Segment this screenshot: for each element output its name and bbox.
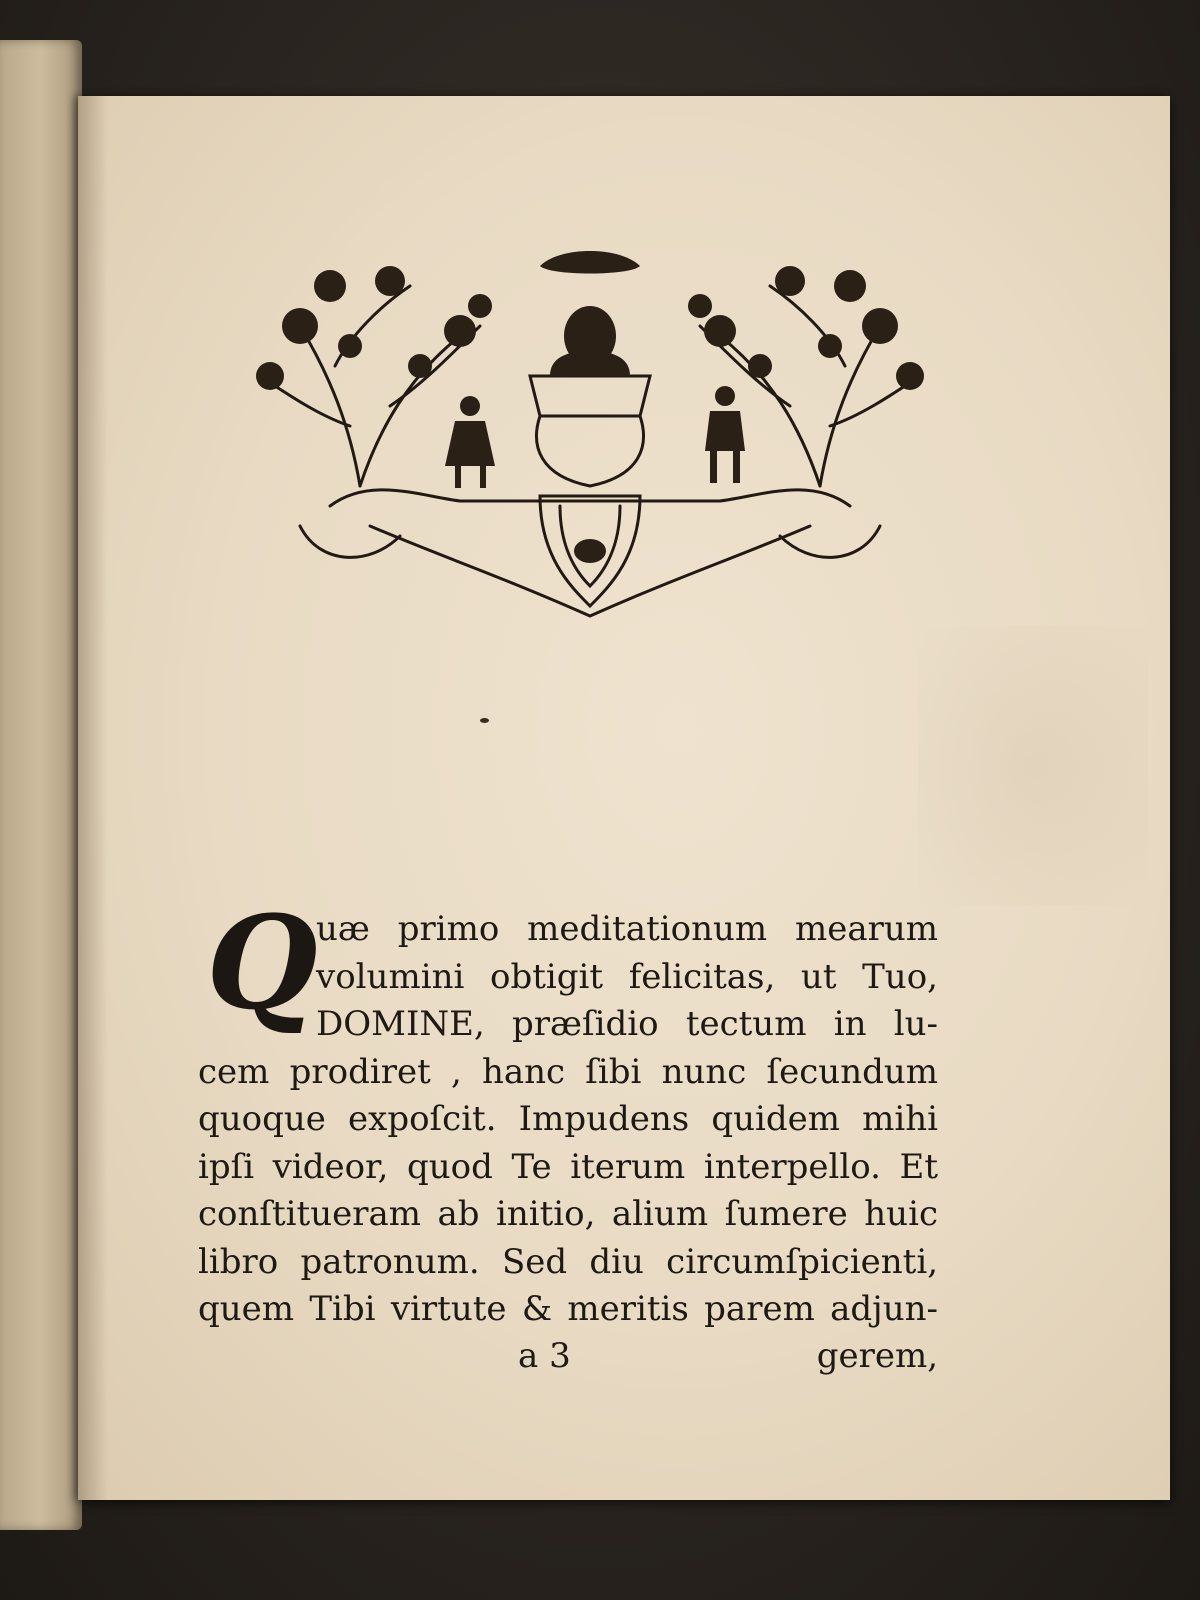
text-line-8: libro patronum. Sed diu circumſpicienti, [198,1241,938,1282]
facing-page-edge [0,40,82,1530]
text-line-2: volumini obtigit felicitas, ut Tuo, [316,956,938,997]
floral-vignette-icon [240,226,940,626]
text-line-1: uæ primo meditationum mearum [316,909,938,949]
book-page [78,96,1170,1500]
catchword: gerem, [816,1336,938,1376]
text-line-3: DOMINE, præſidio tectum in lu- [316,1004,938,1044]
body-text [198,889,938,1334]
show-through [918,626,1148,906]
page-footer [198,1336,938,1386]
text-line-9: quem Tibi virtute & meritis parem adjun- [198,1289,938,1329]
text-line-4: cem prodiret , hanc ſibi nunc ſecundum [198,1051,938,1092]
text-line-7: conſtitueram ab initio, alium ſumere huic [198,1194,938,1234]
text-line-5: quoque expoſcit. Impudens quidem mihi [198,1099,938,1139]
ink-speck [480,718,489,723]
text-line-6: ipſi videor, quod Te iterum interpello. Et [198,1146,938,1187]
signature-mark: a 3 [518,1336,571,1376]
drop-cap-letter: Q [206,889,318,1039]
gutter-shadow [78,96,108,1500]
